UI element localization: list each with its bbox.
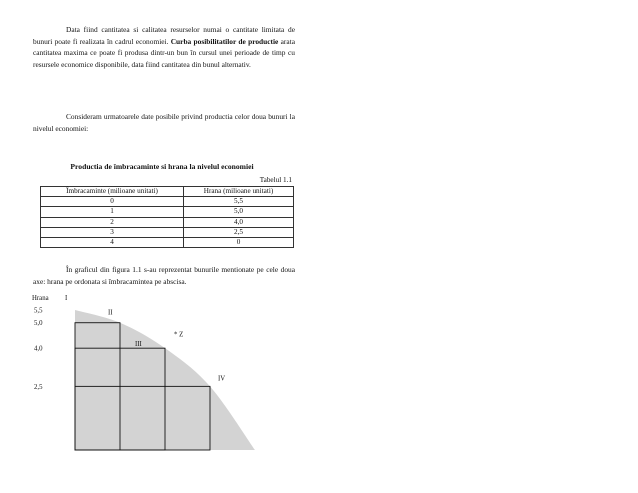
table-row: [41, 197, 294, 207]
table-row: [41, 207, 294, 217]
cell-clothing: 2: [41, 217, 184, 227]
point-label: III: [135, 341, 142, 349]
table-header-row: [41, 187, 294, 197]
point-label: IV: [218, 375, 226, 383]
intro-text-1: Data fiind cantitatea si calitatea resurselor numai o cantitate limitata de bunuri poate fi realizata în cadrul economiei.: [33, 25, 295, 46]
cell-food: 5,0: [184, 207, 294, 217]
cell-food: 4,0: [184, 217, 294, 227]
cell-clothing: 0: [41, 197, 184, 207]
y-tick-label: 5,5: [34, 307, 43, 315]
table-row: [41, 227, 294, 237]
intro-bold-term: Curba posibilitatilor de productie: [170, 36, 279, 46]
graph-text: În graficul din figura 1.1 s-au reprezentat bunurile mentionate pe cele doua axe: hrana pe ordonata si îmbracamintea pe abscisa.: [33, 265, 295, 286]
column-header-food: Hrana (milioane unitati): [184, 187, 294, 197]
paragraph-graph: [33, 264, 295, 287]
cell-clothing: 3: [41, 227, 184, 237]
table-caption: Productia de îmbracaminte si hrana la nivelul economiei: [70, 162, 254, 171]
cell-food: 2,5: [184, 227, 294, 237]
point-label: II: [108, 309, 113, 317]
cell-clothing: 1: [41, 207, 184, 217]
y-tick-label: 5,0: [34, 320, 43, 328]
y-tick-label: 4,0: [34, 345, 43, 353]
point-label: * Z: [174, 331, 184, 339]
cell-food: 0: [184, 238, 294, 248]
cell-food: 5,5: [184, 197, 294, 207]
table-number-label: Tabelul 1.1: [259, 176, 292, 184]
intro-text-2: arata cantitatea maxima ce poate fi produsa dintr-un bun în cursul unei perioade de timp cu resursele economice disponibile, data fiind cantitatea din bunul alternativ.: [33, 36, 295, 69]
consider-text: Consideram urmatoarele date posibile privind productia celor doua bunuri la nivelul economiei:: [33, 112, 295, 133]
cell-clothing: 4: [41, 238, 184, 248]
paragraph-intro: [33, 24, 295, 70]
table-row: [41, 238, 294, 248]
point-label: I: [65, 295, 68, 302]
column-header-clothing: Îmbracaminte (milioane unitati): [41, 187, 184, 197]
y-tick-label: 2,5: [34, 383, 43, 391]
paragraph-consider: [33, 111, 295, 134]
production-possibility-chart: [30, 290, 270, 460]
y-axis-label: Hrana: [32, 295, 49, 302]
table-row: [41, 217, 294, 227]
production-table: [40, 186, 294, 248]
